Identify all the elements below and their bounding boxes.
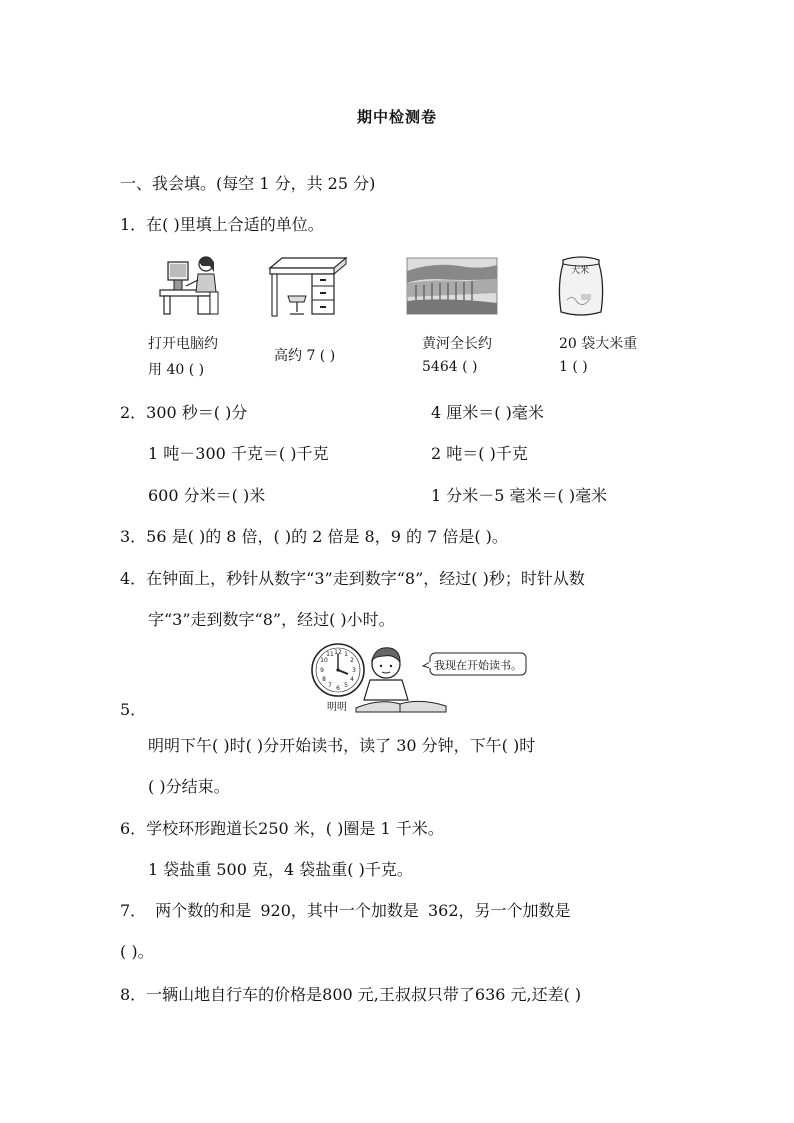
question-6-line1: 6．学校环形跑道长250 米，( )圈是 1 千米。 bbox=[120, 819, 444, 838]
section-heading: 一、我会填。(每空 1 分，共 25 分) bbox=[120, 174, 376, 193]
desk-illustration bbox=[268, 256, 348, 318]
item-rice-line2: 1 ( ) bbox=[559, 359, 588, 375]
question-2-row2-left: 1 吨－300 千克＝( )千克 bbox=[148, 444, 329, 463]
svg-text:9: 9 bbox=[320, 667, 324, 674]
computer-user-illustration bbox=[158, 252, 224, 316]
yellow-river-illustration bbox=[406, 257, 498, 315]
item-rice-line1: 20 袋大米重 bbox=[559, 336, 638, 352]
question-2-row3-right: 1 分米－5 毫米＝( )毫米 bbox=[431, 486, 608, 505]
question-3-text: 3．56 是( )的 8 倍，( )的 2 倍是 8，9 的 7 倍是( )。 bbox=[120, 527, 508, 546]
question-2-row2-right: 2 吨＝( )千克 bbox=[431, 444, 528, 463]
svg-text:6: 6 bbox=[336, 685, 340, 692]
item-desk-line1: 高约 7 ( ) bbox=[274, 348, 336, 364]
question-6-line2: 1 袋盐重 500 克，4 袋盐重( )千克。 bbox=[148, 860, 413, 879]
svg-text:5: 5 bbox=[344, 682, 348, 689]
item-computer-line2: 用 40 ( ) bbox=[148, 362, 205, 378]
question-2-row1-right: 4 厘米＝( )毫米 bbox=[431, 403, 544, 422]
speech-text: 我现在开始读书。 bbox=[434, 659, 522, 672]
question-7-line2: ( )。 bbox=[120, 942, 154, 961]
svg-text:1: 1 bbox=[344, 651, 348, 658]
svg-text:11: 11 bbox=[326, 651, 334, 658]
question-2-row1-left: 2．300 秒＝( )分 bbox=[120, 403, 248, 422]
question-5-number: 5． bbox=[120, 700, 147, 719]
item-river-line1: 黄河全长约 bbox=[422, 336, 492, 352]
svg-text:3: 3 bbox=[352, 667, 356, 674]
svg-text:12: 12 bbox=[334, 649, 342, 656]
boy-name-label: 明明 bbox=[327, 702, 347, 713]
page-title: 期中检测卷 bbox=[356, 108, 437, 126]
question-7-line1: 7． 两个数的和是 920，其中一个加数是 362，另一个加数是 bbox=[120, 901, 571, 920]
svg-text:2: 2 bbox=[350, 657, 354, 664]
question-4-line2: 字“3”走到数字“8”，经过( )小时。 bbox=[148, 610, 395, 629]
question-5-line2: ( )分结束。 bbox=[148, 777, 230, 796]
svg-text:4: 4 bbox=[350, 676, 354, 683]
question-2-row3-left: 600 分米＝( )米 bbox=[148, 486, 266, 505]
svg-text:8: 8 bbox=[322, 676, 326, 683]
item-computer-line1: 打开电脑约 bbox=[148, 336, 218, 352]
question-4-line1: 4．在钟面上，秒针从数字“3”走到数字“8”，经过( )秒；时针从数 bbox=[120, 569, 585, 588]
question-8-line1: 8．一辆山地自行车的价格是800 元,王叔叔只带了636 元,还差( ) bbox=[120, 985, 582, 1004]
svg-text:7: 7 bbox=[328, 682, 332, 689]
question-5-line1: 明明下午( )时( )分开始读书，读了 30 分钟，下午( )时 bbox=[148, 736, 536, 755]
item-river-line2: 5464 ( ) bbox=[422, 359, 478, 375]
question-1-text: 1．在( )里填上合适的单位。 bbox=[120, 215, 324, 234]
rice-bag-label: 大米 bbox=[571, 266, 590, 276]
svg-text:10: 10 bbox=[320, 657, 328, 664]
